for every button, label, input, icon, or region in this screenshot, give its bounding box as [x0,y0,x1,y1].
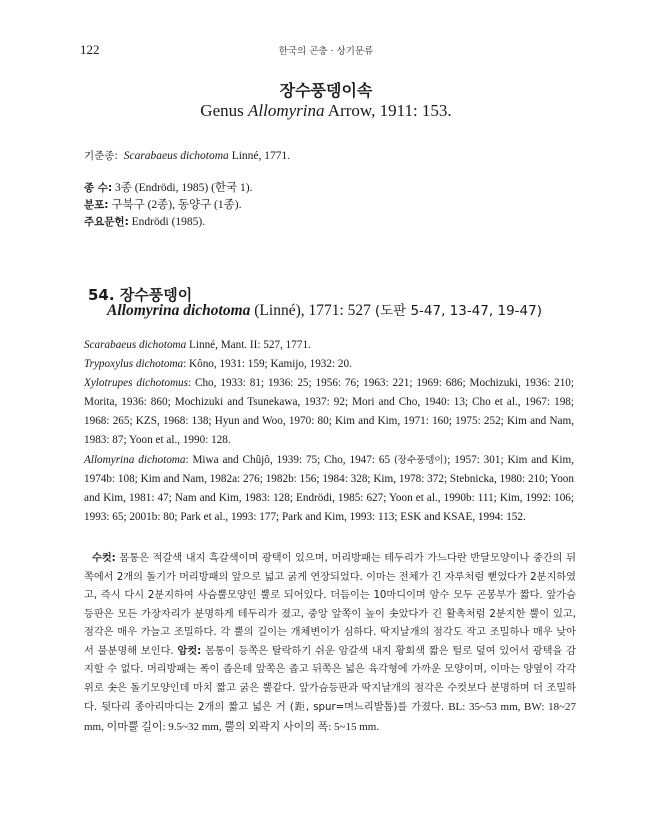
synonym-entry [84,451,574,527]
synonym-citations: : Miwa and Chûjô, 1939: 75; Cho, 1947: 65 [185,453,394,466]
synonym-korean-note: (장수풍뎅이) [393,454,448,466]
type-species-author: Linné, 1771. [228,150,291,162]
species-scientific-name: Allomyrina dichotoma [107,302,251,319]
male-label: 수컷: [92,553,116,564]
species-description [84,550,576,737]
synonym-entry [84,355,574,374]
genus-korean-title: 장수풍뎅이속 [279,81,373,100]
species-number: 54. [88,286,115,304]
references-line [84,214,205,230]
species-count-label: 종 수: [84,182,113,194]
distribution-line [84,197,241,213]
female-label: 암컷: [177,645,202,657]
distribution-value: 구북구 (2종), 동양구 (1종). [108,199,242,211]
synonym-entry [84,374,574,450]
description-paragraph [84,550,576,737]
species-plate-ref: (도판 5-47, 13-47, 19-47) [374,303,542,319]
male-description: 몸통은 적갈색 내지 흑갈색이며 광택이 있으며, 머리방패는 테두리가 가느다란 반달모양이나 중간의 뒤쪽에서 2개의 돌기가 머리방패의 앞으로 넓고 굵게 연장되었다. 이마는 전체가 긴 자루처럼 뻗었다가 2분지하였고, 즉시 다시 2분지하여 사슴뿔모양인 뿔로 되어있다. 더듬이는 10마디이며 암수 모두 곤봉부가 짧다. 앞가슴등판은 모든 가장자리가 분명하게 테두리가 졌고, 중앙 앞쪽이 높이 솟았다가 긴 활촉처럼 2분지한 뿔이 있고, 점각은 매우 가늘고 조밀하다. 각 뿔의 길이는 개체변이가 심하다. 딱지날개의 점각도 작고 조밀하나 매우 낮아서 불분명해 보인다. [84,553,576,657]
synonym-citations: : Kôno, 1931: 159; Kamijo, 1932: 20. [183,358,352,371]
species-korean-name: 장수풍뎅이 [119,286,193,304]
running-head: 한국의 곤충 · 상기문류 [278,46,374,57]
genus-prefix: Genus [200,101,248,120]
synonym-entry [84,336,574,355]
type-species-label: 기준종: [84,150,118,162]
synonym-citations: : Cho, 1933: 81; 1936: 25; 1956: 76; 1963: 221; 1969: 686; Mochizuki, 1936: 210; Morita, 1936: 860; Mochizuki and Tsunekawa, 1937: 92; Mori and Cho, 1940: 13; Cho et al., 1967: 198; 1968: 265; KZS, 1968: 138; Hyun and Woo, 1970: 80; Kim and Kim, 1971: 160; 1975: 252; Kim and Nam, 1983: 87; Yoon et al., 1990: 128. [84,377,574,447]
synonym-name: Trypoxylus dichotoma [84,358,184,371]
species-count-line [84,180,252,196]
distribution-label: 분포: [84,199,109,211]
genus-scientific-title [0,101,652,121]
spur-hanja: (距, [289,702,310,714]
type-species-line [84,148,290,164]
spur-note: spur=며느리발톱)를 가졌다. [309,702,449,714]
female-description: 몸통이 등쪽은 탈락하기 쉬운 암갈색 내지 황회색 짧은 털로 덮여 있어서 광택을 감지할 수 없다. 머리방패는 폭이 좁은데 앞쪽은 좁고 뒤쪽은 넓은 육각형에 가까운 모양이며, 이마는 양옆이 각각 위로 솟은 돌기모양인데 마치 짧고 굵은 뿔같다. 앞가슴등판과 딱지날개의 점각은 수컷보다 분명하며 더 조밀하다. 뒷다리 종아리마디는 2개의 짧고 넓은 거 [84,645,576,714]
measurements: BL: 35~53 mm, BW: 18~27 mm, 이마뿔 길이: 9.5~32 mm, 뿔의 외곽지 사이의 폭: 5~15 mm. [84,701,577,733]
type-species-name: Scarabaeus dichotoma [123,150,229,162]
synonym-name: Allomyrina dichotoma [84,453,186,466]
references-value: Endrödi (1985). [128,216,206,228]
synonym-name: Scarabaeus dichotoma [84,339,187,351]
references-label: 주요문헌: [84,216,129,228]
synonymy-list [84,336,574,527]
synonym-citations-cont: ; 1957: 301; Kim and Kim, 1974b: 108; Kim and Nam, 1982a: 276; 1982b: 156; 1984: 328; Kim, 1978: 372; Stebnicka, 1980: 210; Yoon and Kim, 1981: 47; Nam and Kim, 1983: 128; Endrödi, 1985: 627; Yoon et al., 1990b: 111; Kim, 1992: 106; 1993: 65; 2001b: 80; Park et al., 1993: 177; Park and Kim, 1993: 113; ESK and KSAE, 1994: 152. [84,453,574,523]
genus-name: Allomyrina [248,101,325,120]
synonym-citations: Linné, Mant. II: 527, 1771. [186,339,311,351]
page-number: 122 [80,42,100,57]
species-scientific-heading [107,299,542,320]
genus-author: Arrow, 1911: 153. [324,101,452,120]
species-count-value: 3종 (Endrödi, 1985) (한국 1). [112,182,253,194]
species-author-citation: (Linné), 1771: 527 [250,302,375,319]
synonym-name: Xylotrupes dichotomus [84,377,188,390]
